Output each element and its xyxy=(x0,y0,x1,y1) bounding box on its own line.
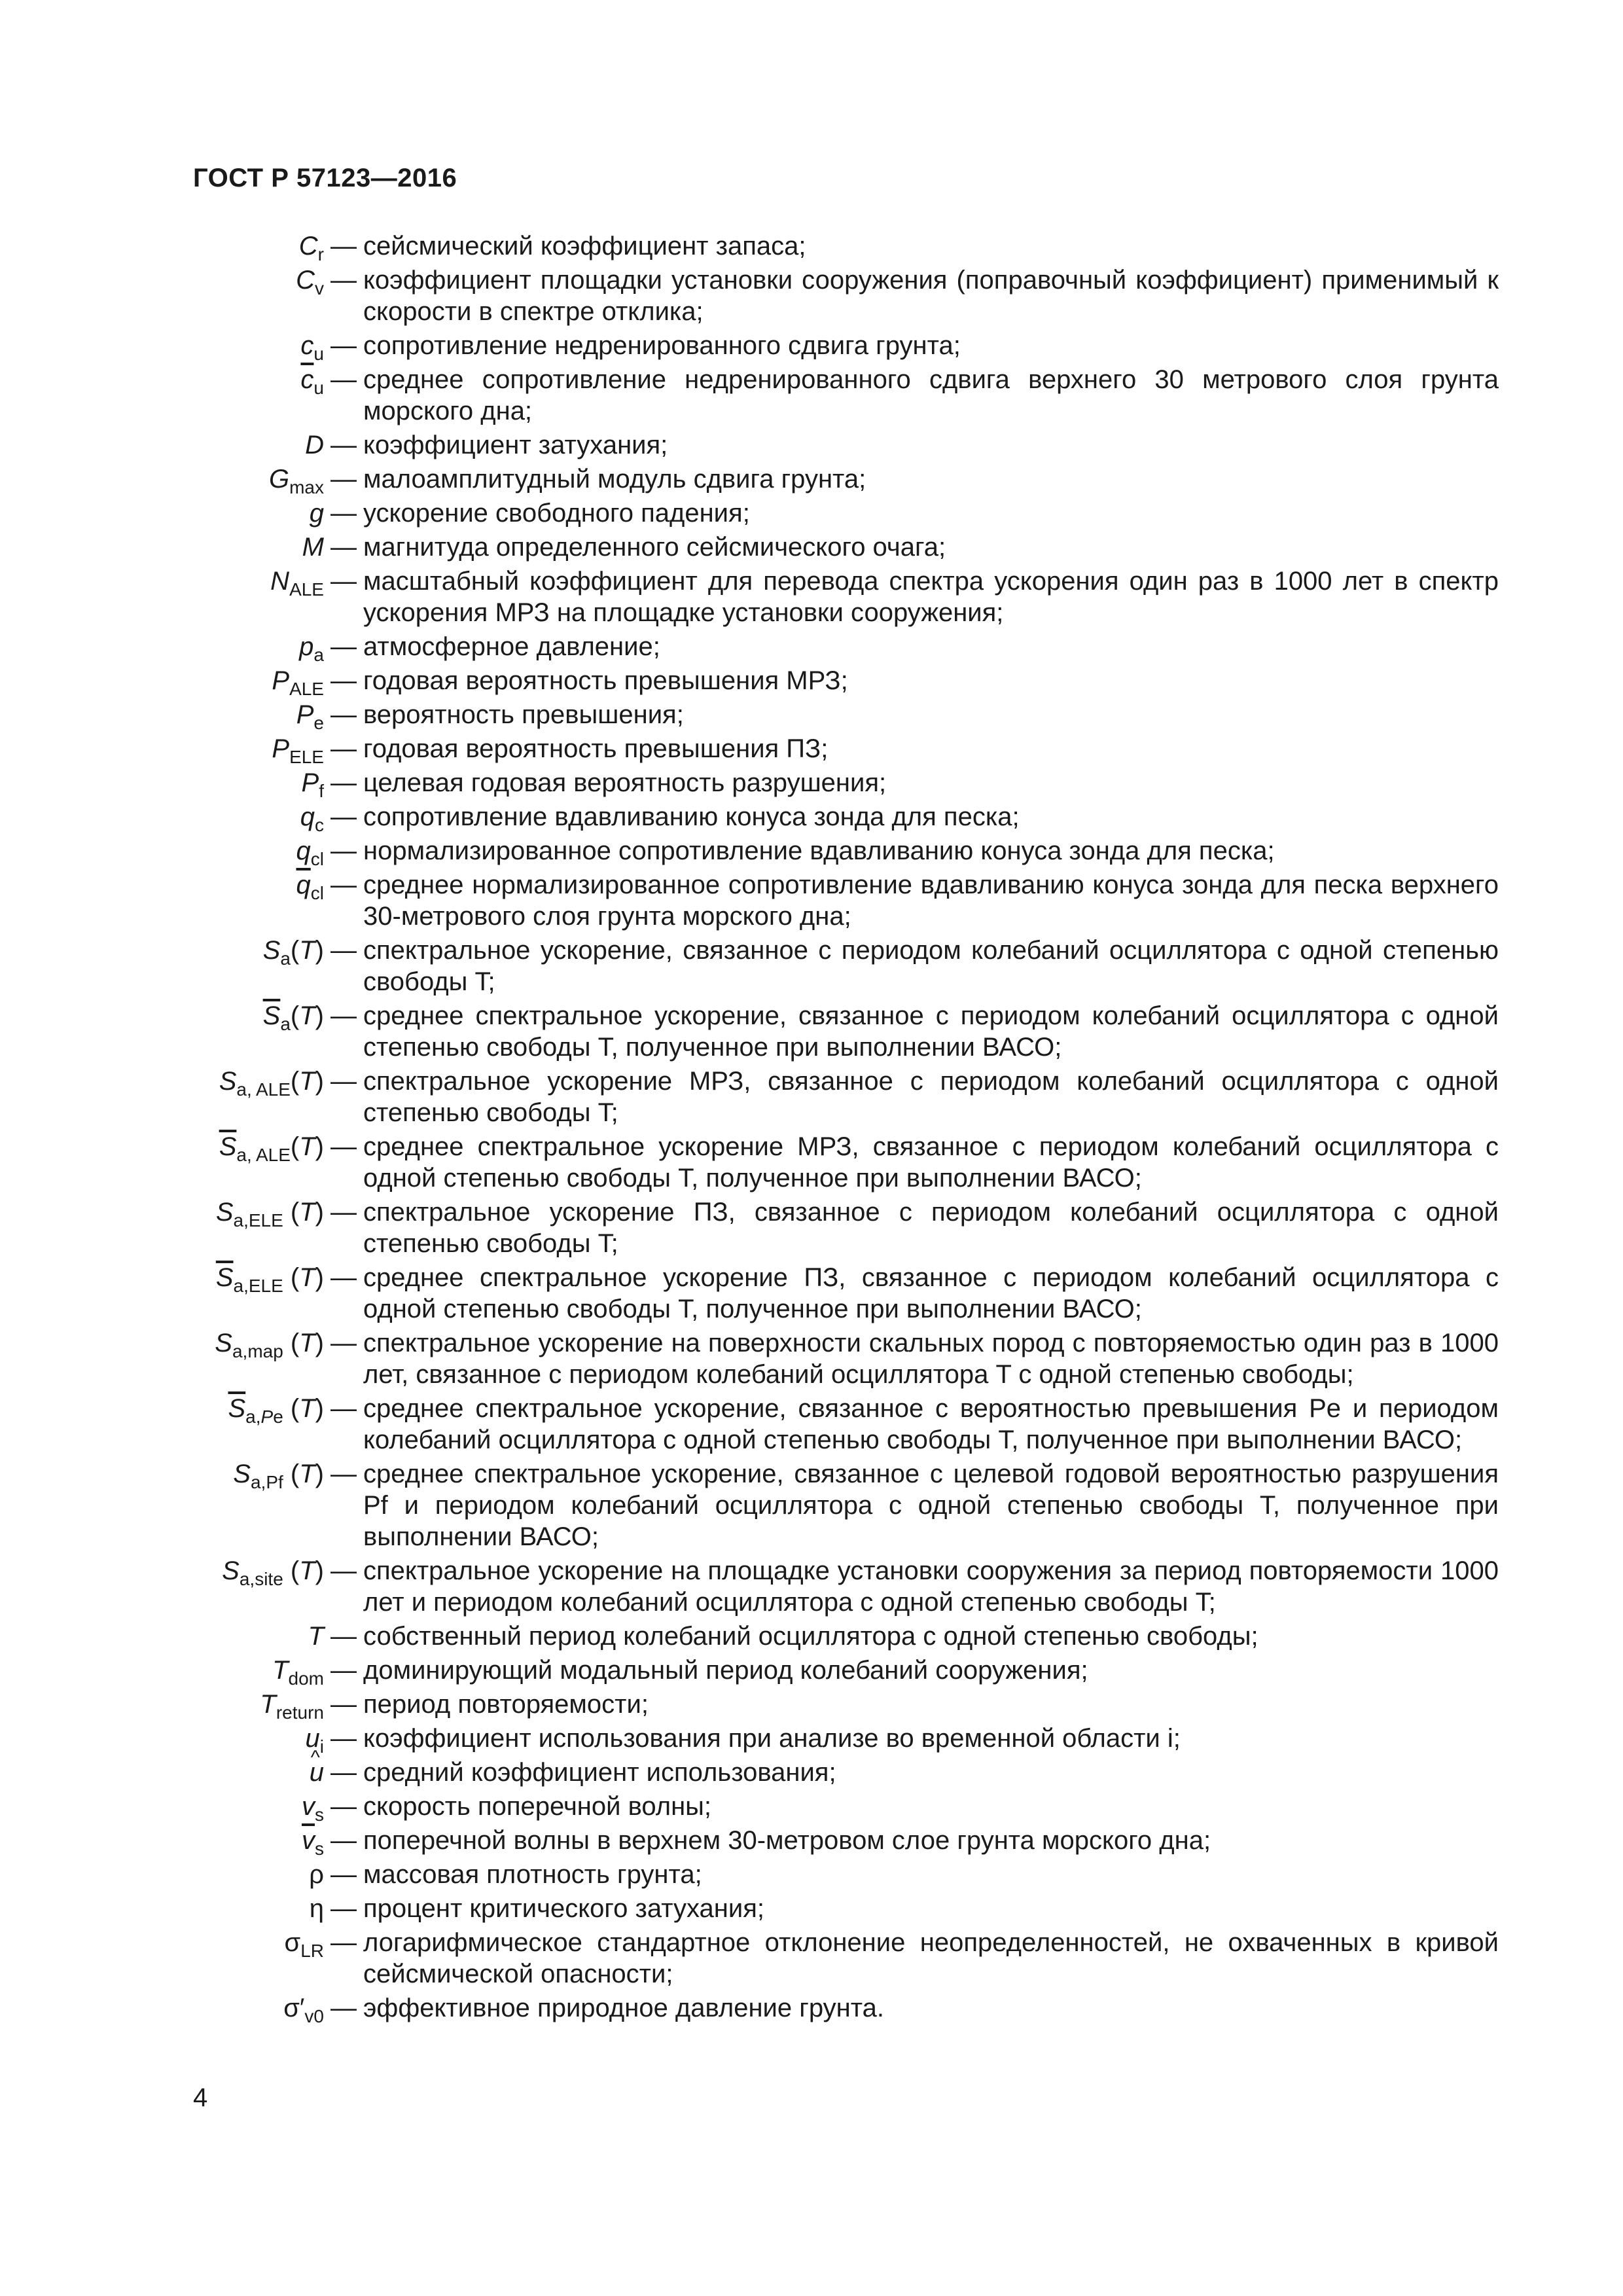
symbol: $q_{cl}$ xyxy=(296,836,324,869)
definition-text: магнитуда определенного сейсмического очага; xyxy=(363,533,946,562)
definition-row xyxy=(0,1555,1623,1618)
symbol: $\overline{q}_{cl}$ xyxy=(296,870,324,903)
definition-row xyxy=(0,330,1623,364)
dash: — xyxy=(330,1758,357,1787)
definition-text: средний коэффициент использования; xyxy=(363,1758,836,1787)
definition-text: среднее спектральное ускорение ПЗ, связанное с периодом колебаний осциллятора с одной степенью свободы T, полученное при выполнении ВАСО; xyxy=(363,1263,1499,1323)
symbol: $S_{a, ALE}(T)$ xyxy=(219,1067,324,1100)
definition-text: среднее спектральное ускорение, связанное с целевой годовой вероятностью разрушения Pf и периодом колебаний осциллятора с одной степенью свободы T, полученное при выполнении ВАСО; xyxy=(363,1460,1499,1551)
dash: — xyxy=(330,1826,357,1855)
symbol: $P_e$ xyxy=(296,700,324,733)
definition-row xyxy=(0,1621,1623,1652)
symbol: $T_{dom}$ xyxy=(272,1656,324,1689)
definition-text: сопротивление вдавливанию конуса зонда для песка; xyxy=(363,802,1020,831)
dash: — xyxy=(330,1460,357,1488)
definition-text: малоамплитудный модуль сдвига грунта; xyxy=(363,465,866,493)
symbol: $N_{ALE}$ xyxy=(270,567,324,600)
definition-row xyxy=(0,835,1623,867)
symbol: ^ u xyxy=(0,1757,324,1788)
symbol: $\sigma_{LR}$ xyxy=(284,1928,324,1961)
definition-row xyxy=(0,429,1623,461)
definition-row xyxy=(0,767,1623,801)
definition-text: эффективное природное давление грунта. xyxy=(363,1994,884,2022)
dash: — xyxy=(330,465,357,493)
dash: — xyxy=(330,365,357,394)
dash: — xyxy=(330,1724,357,1753)
symbol: ρ xyxy=(309,1860,324,1889)
symbol: $v_s$ xyxy=(302,1792,324,1825)
definition-row xyxy=(0,1458,1623,1552)
dash: — xyxy=(330,1994,357,2022)
definition-row xyxy=(0,1859,1623,1890)
definition-row xyxy=(0,699,1623,733)
definition-row xyxy=(0,733,1623,767)
definition-text: коэффициент использования при анализе во временной области i; xyxy=(363,1724,1181,1753)
dash: — xyxy=(330,768,357,797)
dash: — xyxy=(330,1860,357,1889)
definition-text: спектральное ускорение на поверхности скальных пород с повторяемостью один раз в 1000 лет, связанное с периодом колебаний осциллятора T с одной степенью свободы; xyxy=(363,1329,1499,1389)
definition-text: целевая годовая вероятность разрушения; xyxy=(363,768,887,797)
symbol: $u_i$ xyxy=(305,1724,324,1757)
symbol: g xyxy=(309,499,324,528)
definition-text: атмосферное давление; xyxy=(363,632,660,661)
definition-row xyxy=(0,665,1623,699)
definition-text: коэффициент площадки установки сооружения (поправочный коэффициент) применимый к скорости в спектре отклика; xyxy=(363,266,1499,326)
definition-row xyxy=(0,264,1623,327)
dash: — xyxy=(330,666,357,695)
definition-text: нормализированное сопротивление вдавливанию конуса зонда для песка; xyxy=(363,836,1275,865)
dash: — xyxy=(330,870,357,899)
symbol: $\overline{S}_{a,ELE}$ (T) xyxy=(215,1263,324,1296)
symbol: $\sigma'_{v0}$ xyxy=(283,1994,324,2026)
symbol: $q_c$ xyxy=(300,802,324,835)
dash: — xyxy=(330,1622,357,1651)
definition-text: среднее спектральное ускорение, связанное с периодом колебаний осциллятора с одной степенью свободы T, полученное при выполнении ВАСО; xyxy=(363,1001,1499,1062)
definition-text: масштабный коэффициент для перевода спектра ускорения один раз в 1000 лет в спектр ускорения МРЗ на площадке установки сооружения; xyxy=(363,567,1499,627)
definition-row xyxy=(0,1196,1623,1259)
symbol: $P_{ALE}$ xyxy=(272,666,324,699)
dash: — xyxy=(330,936,357,965)
definition-row xyxy=(0,364,1623,427)
dash: — xyxy=(330,1394,357,1423)
definition-row xyxy=(0,1000,1623,1063)
definition-text: вероятность превышения; xyxy=(363,700,684,729)
dash: — xyxy=(330,431,357,459)
dash: — xyxy=(330,533,357,562)
definition-text: сейсмический коэффициент запаса; xyxy=(363,232,806,260)
symbol: $C_v$ xyxy=(296,266,324,298)
definition-text: спектральное ускорение ПЗ, связанное с периодом колебаний осциллятора с одной степенью свободы T; xyxy=(363,1198,1499,1258)
definition-row xyxy=(0,1723,1623,1757)
symbol: $\overline{S}_a(T)$ xyxy=(262,1001,324,1034)
symbol: $P_f$ xyxy=(301,768,324,801)
symbol: $C_r$ xyxy=(298,232,324,264)
dash: — xyxy=(330,1067,357,1096)
definition-row xyxy=(0,531,1623,563)
definition-row xyxy=(0,1825,1623,1859)
dash: — xyxy=(330,1001,357,1030)
definition-row xyxy=(0,565,1623,628)
dash: — xyxy=(330,1792,357,1821)
dash: — xyxy=(330,567,357,596)
definition-row xyxy=(0,497,1623,529)
definition-row xyxy=(0,1066,1623,1128)
definition-row xyxy=(0,1262,1623,1325)
definition-text: коэффициент затухания; xyxy=(363,431,668,459)
dash: — xyxy=(330,1132,357,1161)
symbol: T xyxy=(308,1622,324,1651)
definition-text: среднее спектральное ускорение, связанное с вероятностью превышения Pe и периодом колебаний осциллятора с одной степенью свободы T, полученное при выполнении ВАСО; xyxy=(363,1394,1499,1454)
symbol: $S_{a,ELE}$ (T) xyxy=(215,1198,324,1230)
symbol: $\overline{v}_s$ xyxy=(302,1826,324,1859)
definition-text: доминирующий модальный период колебаний сооружения; xyxy=(363,1656,1088,1685)
dash: — xyxy=(330,1928,357,1957)
symbol: $\overline{S}_{a, ALE}(T)$ xyxy=(219,1132,324,1165)
document-header: ГОСТ Р 57123—2016 xyxy=(193,164,457,192)
dash: — xyxy=(330,232,357,260)
definition-text: логарифмическое стандартное отклонение неопределенностей, не охваченных в кривой сейсмической опасности; xyxy=(363,1928,1499,1988)
symbol: $c_u$ xyxy=(300,331,324,364)
dash: — xyxy=(330,1894,357,1923)
definition-text: спектральное ускорение на площадке установки сооружения за период повторяемости 1000 лет и периодом колебаний осциллятора с одной степенью свободы T; xyxy=(363,1556,1499,1617)
symbol: $T_{return}$ xyxy=(260,1690,324,1723)
definition-row xyxy=(0,1131,1623,1194)
definition-text: среднее нормализированное сопротивление вдавливанию конуса зонда для песка верхнего 30-метрового слоя грунта морского дна; xyxy=(363,870,1499,931)
definition-row xyxy=(0,801,1623,833)
definition-text: процент критического затухания; xyxy=(363,1894,764,1923)
dash: — xyxy=(330,1690,357,1719)
definition-text: собственный период колебаний осциллятора с одной степенью свободы; xyxy=(363,1622,1258,1651)
symbol: $S_{a,Pf}$ (T) xyxy=(233,1460,324,1492)
definition-row xyxy=(0,935,1623,997)
definition-row xyxy=(0,1992,1623,2024)
definition-text: массовая плотность грунта; xyxy=(363,1860,702,1889)
dash: — xyxy=(330,266,357,295)
symbol: $p_a$ xyxy=(299,632,324,665)
dash: — xyxy=(330,1556,357,1585)
dash: — xyxy=(330,1198,357,1227)
symbol: D xyxy=(305,431,324,459)
definition-row xyxy=(0,869,1623,932)
definition-text: ускорение свободного падения; xyxy=(363,499,750,528)
definition-text: период повторяемости; xyxy=(363,1690,649,1719)
definition-row xyxy=(0,1893,1623,1924)
dash: — xyxy=(330,499,357,528)
page-number: 4 xyxy=(193,2083,208,2112)
symbol: η xyxy=(309,1894,324,1923)
dash: — xyxy=(330,734,357,763)
definition-row xyxy=(0,1791,1623,1825)
definition-text: спектральное ускорение МРЗ, связанное с периодом колебаний осциллятора с одной степенью свободы T; xyxy=(363,1067,1499,1127)
symbol: $S_{a,site}$ (T) xyxy=(222,1556,324,1589)
symbol: $S_{a,map}$ (T) xyxy=(215,1329,324,1361)
definition-row xyxy=(0,230,1623,262)
definition-row xyxy=(0,1393,1623,1456)
dash: — xyxy=(330,1329,357,1357)
definition-text: годовая вероятность превышения МРЗ; xyxy=(363,666,848,695)
dash: — xyxy=(330,1263,357,1292)
symbol: $G_{max}$ xyxy=(268,465,324,497)
definition-row xyxy=(0,1757,1623,1788)
dash: — xyxy=(330,632,357,661)
definition-text: поперечной волны в верхнем 30-метровом слое грунта морского дна; xyxy=(363,1826,1211,1855)
symbol: $\overline{c}_u$ xyxy=(300,365,324,398)
dash: — xyxy=(330,1656,357,1685)
definition-row xyxy=(0,1689,1623,1723)
definition-text: сопротивление недренированного сдвига грунта; xyxy=(363,331,961,360)
definition-row xyxy=(0,1655,1623,1689)
definition-text: годовая вероятность превышения ПЗ; xyxy=(363,734,829,763)
definition-row xyxy=(0,631,1623,665)
definition-row xyxy=(0,463,1623,495)
symbol: $P_{ELE}$ xyxy=(272,734,324,767)
symbol: $\overline{S}_{a,Pe}$ (T) xyxy=(228,1394,324,1427)
symbol: M xyxy=(302,533,324,562)
definition-text: спектральное ускорение, связанное с периодом колебаний осциллятора с одной степенью свободы T; xyxy=(363,936,1499,996)
definition-row xyxy=(0,1927,1623,1990)
definition-text: среднее сопротивление недренированного сдвига верхнего 30 метрового слоя грунта морского дна; xyxy=(363,365,1499,425)
definition-row xyxy=(0,1327,1623,1390)
definition-text: скорость поперечной волны; xyxy=(363,1792,712,1821)
dash: — xyxy=(330,802,357,831)
definition-text: среднее спектральное ускорение МРЗ, связанное с периодом колебаний осциллятора с одной степенью свободы T, полученное при выполнении ВАСО; xyxy=(363,1132,1499,1193)
dash: — xyxy=(330,700,357,729)
dash: — xyxy=(330,836,357,865)
symbol: $S_a(T)$ xyxy=(262,936,324,969)
definitions-list xyxy=(0,230,1623,2026)
dash: — xyxy=(330,331,357,360)
